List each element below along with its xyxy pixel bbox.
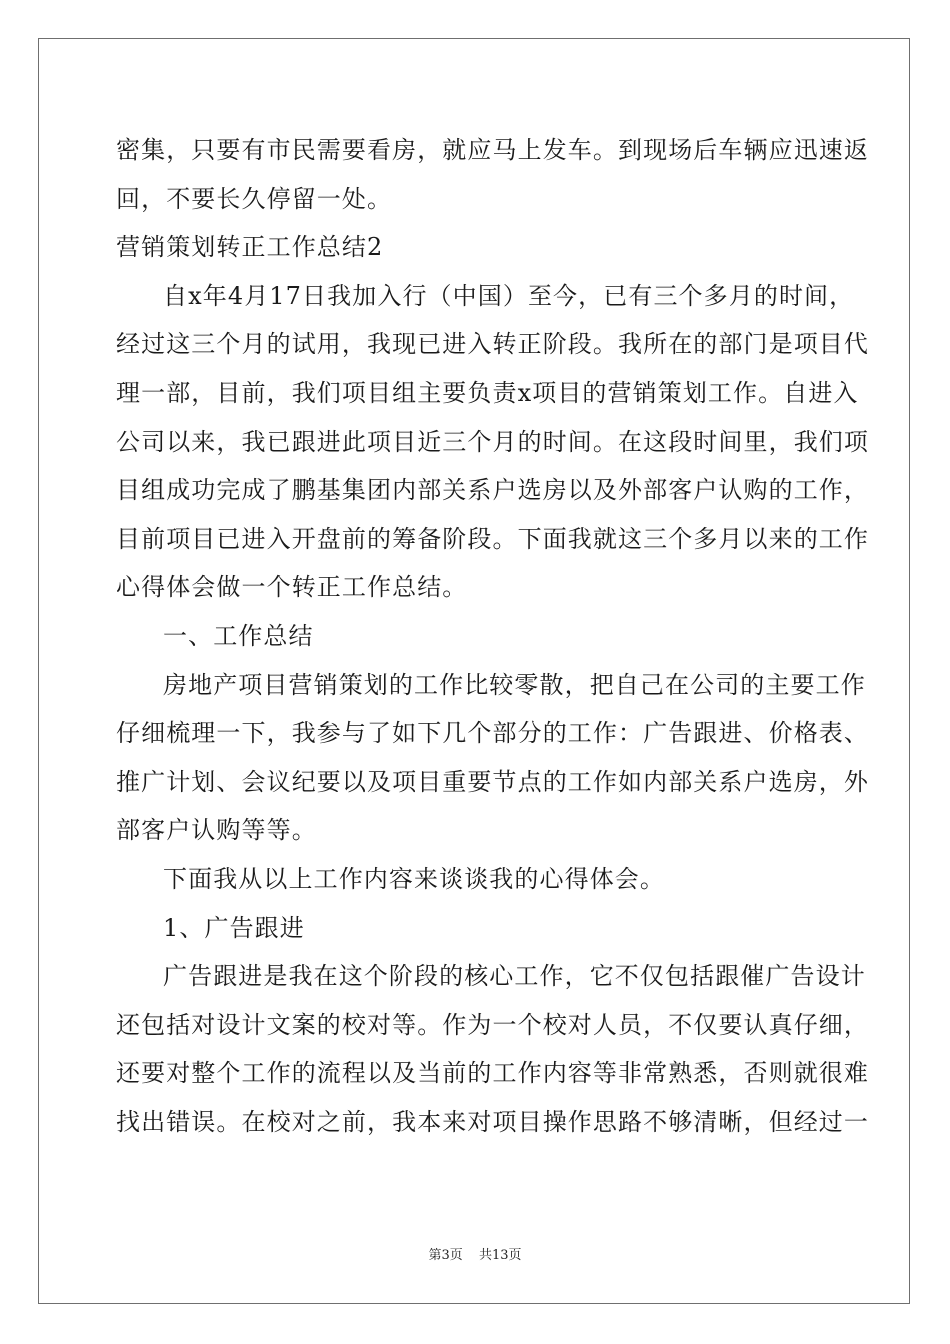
text-line: 还包括对设计文案的校对等。作为一个校对人员，不仅要认真仔细， xyxy=(116,1010,869,1039)
text-line: 推广计划、会议纪要以及项目重要节点的工作如内部关系户选房，外 xyxy=(116,767,869,796)
text-line: 还要对整个工作的流程以及当前的工作内容等非常熟悉，否则就很难 xyxy=(116,1059,869,1088)
section-heading: 营销策划转正工作总结2 xyxy=(116,233,384,262)
text-line: 房地产项目营销策划的工作比较零散，把自己在公司的主要工作 xyxy=(163,670,866,699)
document-body xyxy=(116,126,869,1146)
page-footer xyxy=(0,1244,950,1263)
text-line: 自x年4月17日我加入行（中国）至今，已有三个多月的时间， xyxy=(163,281,855,310)
text-line: 理一部，目前，我们项目组主要负责x项目的营销策划工作。自进入 xyxy=(116,378,859,407)
text-line: 仔细梳理一下，我参与了如下几个部分的工作：广告跟进、价格表、 xyxy=(116,719,869,748)
text-line: 部客户认购等等。 xyxy=(116,816,317,845)
text-line: 找出错误。在校对之前，我本来对项目操作思路不够清晰，但经过一 xyxy=(116,1107,869,1136)
text-line: 回，不要长久停留一处。 xyxy=(116,184,393,213)
text-line: 目前项目已进入开盘前的筹备阶段。下面我就这三个多月以来的工作 xyxy=(116,524,869,553)
text-line: 心得体会做一个转正工作总结。 xyxy=(116,573,468,602)
text-line: 密集，只要有市民需要看房，就应马上发车。到现场后车辆应迅速返 xyxy=(116,136,869,164)
text-line: 广告跟进是我在这个阶段的核心工作，它不仅包括跟催广告设计 xyxy=(163,962,866,991)
text-line: 目组成功完成了鹏基集团内部关系户选房以及外部客户认购的工作， xyxy=(116,476,869,505)
page-total: 共13页 xyxy=(478,1248,522,1263)
subsection-heading: 1、广告跟进 xyxy=(163,913,305,942)
text-line: 下面我从以上工作内容来谈谈我的心得体会。 xyxy=(163,864,665,893)
subsection-heading: 一、工作总结 xyxy=(163,621,314,650)
page-number: 第3页 xyxy=(428,1248,463,1263)
text-line: 公司以来，我已跟进此项目近三个月的时间。在这段时间里，我们项 xyxy=(116,427,869,456)
text-line: 经过这三个月的试用，我现已进入转正阶段。我所在的部门是项目代 xyxy=(116,330,869,359)
